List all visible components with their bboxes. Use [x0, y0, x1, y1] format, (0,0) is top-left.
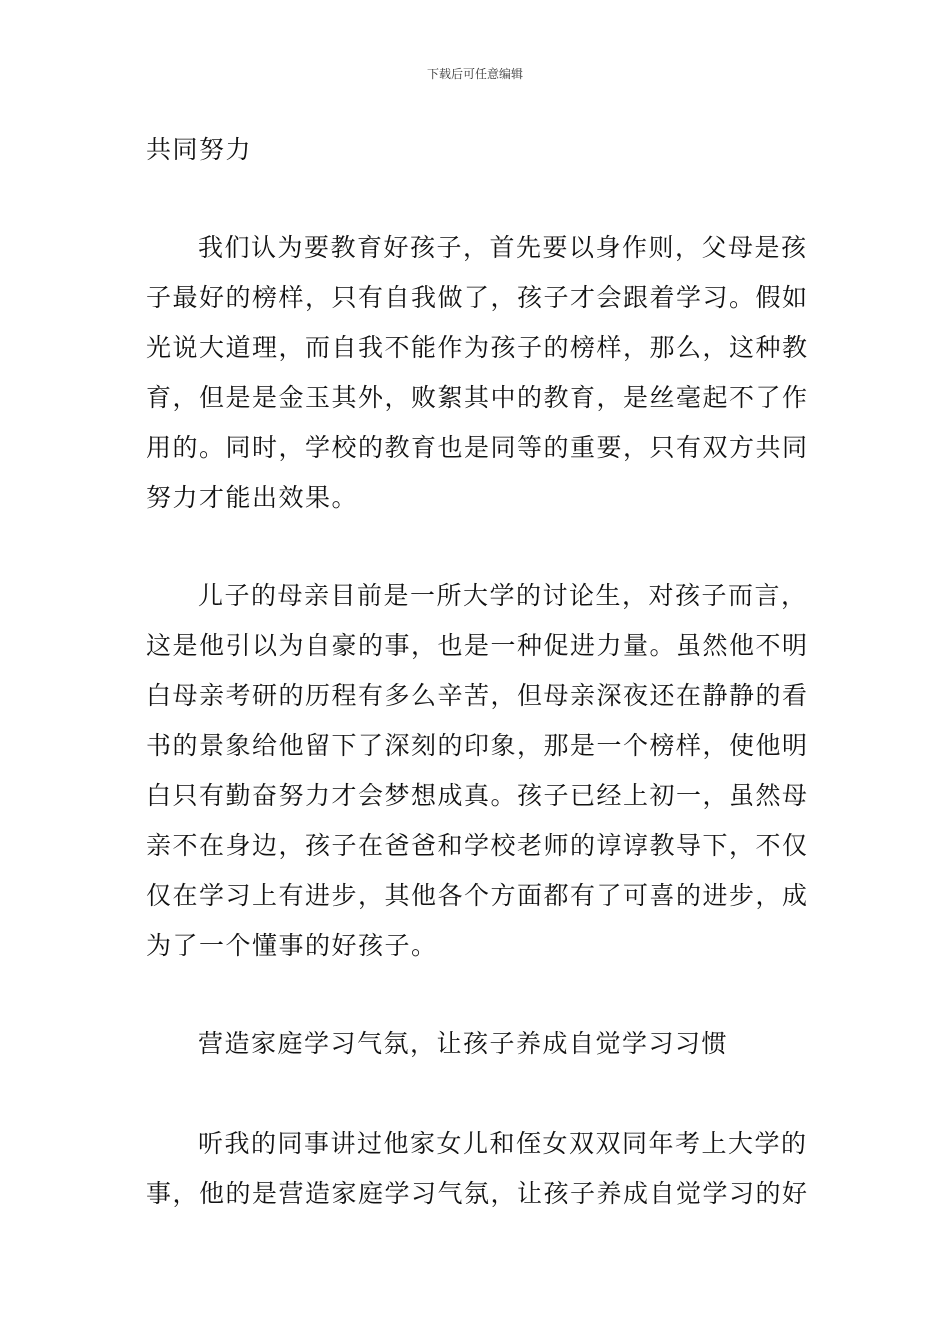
paragraph-2-line-1: 儿子的母亲目前是一所大学的讨论生，对孩子而言， [198, 581, 808, 610]
paragraph-3-line-2: 事，他的是营造家庭学习气氛，让孩子养成自觉学习的好 [146, 1179, 809, 1208]
paragraph-1-line-2: 子最好的榜样，只有自我做了，孩子才会跟着学习。假如 [146, 283, 809, 312]
paragraph-1-line-5: 用的。同时，学校的教育也是同等的重要，只有双方共同 [146, 433, 809, 462]
paragraph-2-line-6: 亲不在身边，孩子在爸爸和学校老师的谆谆教导下，不仅 [146, 831, 809, 860]
paragraph-3-line-1: 听我的同事讲过他家女儿和侄女双双同年考上大学的 [198, 1129, 808, 1158]
paragraph-2-line-5: 白只有勤奋努力才会梦想成真。孩子已经上初一，虽然母 [146, 781, 809, 810]
paragraph-2-line-8: 为了一个懂事的好孩子。 [146, 931, 438, 960]
paragraph-1-line-4: 育，但是是金玉其外，败絮其中的教育，是丝毫起不了作 [146, 383, 809, 412]
page-header-note: 下载后可任意编辑 [426, 67, 523, 81]
paragraph-1-line-3: 光说大道理，而自我不能作为孩子的榜样，那么，这种教 [146, 333, 809, 362]
paragraph-1-line-6: 努力才能出效果。 [146, 483, 359, 512]
paragraph-1-line-1: 我们认为要教育好孩子，首先要以身作则，父母是孩 [198, 233, 808, 262]
paragraph-2-line-7: 仅在学习上有进步，其他各个方面都有了可喜的进步，成 [146, 881, 809, 910]
paragraph-2-line-2: 这是他引以为自豪的事，也是一种促进力量。虽然他不明 [146, 631, 809, 660]
paragraph-2-line-4: 书的景象给他留下了深刻的印象，那是一个榜样，使他明 [146, 731, 809, 760]
paragraph-2-line-3: 白母亲考研的历程有多么辛苦，但母亲深夜还在静静的看 [146, 681, 809, 710]
section-subheading: 营造家庭学习气氛，让孩子养成自觉学习习惯 [198, 1029, 729, 1058]
section-heading: 共同努力 [146, 135, 253, 164]
